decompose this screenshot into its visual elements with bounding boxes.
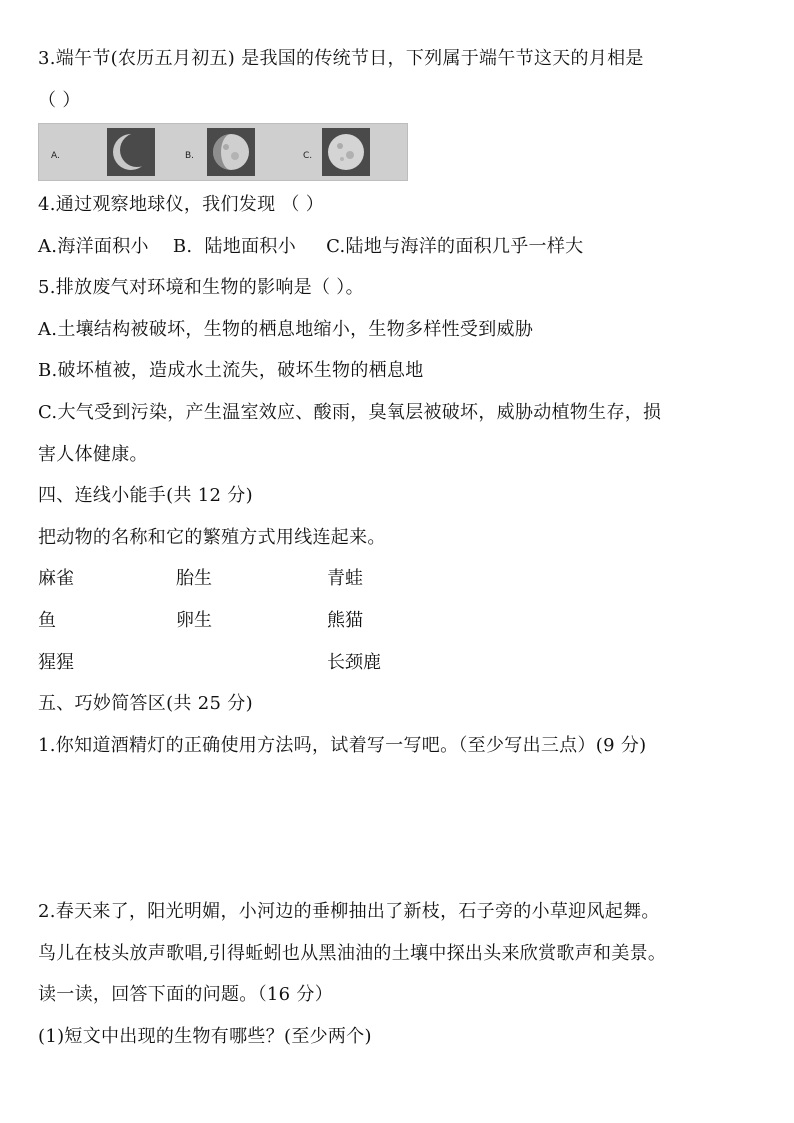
gibbous-moon-icon: [207, 128, 255, 176]
q5-option-c-line2: 害人体健康。: [38, 444, 148, 465]
option-c-label: C.: [303, 151, 313, 161]
full-moon-icon: [322, 128, 370, 176]
match-right-item: 长颈鹿: [327, 652, 381, 673]
match-middle-item: 胎生: [176, 568, 212, 589]
option-a-label: A.: [51, 151, 60, 161]
q5-question: 5.排放废气对环境和生物的影响是（ ）。: [38, 277, 364, 298]
option-b-label: B.: [185, 151, 195, 161]
section5-q2-line1: 2.春天来了，阳光明媚，小河边的垂柳抽出了新枝，石子旁的小草迎风起舞。: [38, 901, 660, 922]
crescent-moon-icon: [107, 128, 155, 176]
match-right-item: 青蛙: [327, 568, 363, 589]
section5-title: 五、巧妙简答区(共 25 分): [38, 693, 253, 714]
section4-title: 四、连线小能手(共 12 分): [38, 485, 253, 506]
moon-phase-options: [38, 123, 408, 181]
section5-q2-line3: 读一读，回答下面的问题。（16 分）: [38, 984, 334, 1005]
match-left-item: 麻雀: [38, 568, 74, 589]
q5-option-c-line1: C.大气受到污染，产生温室效应、酸雨，臭氧层被破坏，威胁动植物生存，损: [38, 402, 662, 423]
match-left-item: 猩猩: [38, 652, 74, 673]
section5-q1: 1.你知道酒精灯的正确使用方法吗，试着写一写吧。（至少写出三点）(9 分): [38, 735, 647, 756]
q3-answer-blank: （ ）: [38, 90, 81, 111]
q4-options: A.海洋面积小 B. 陆地面积小 C.陆地与海洋的面积几乎一样大: [38, 236, 584, 257]
q5-option-a: A.土壤结构被破坏，生物的栖息地缩小，生物多样性受到威胁: [38, 319, 534, 340]
section5-q2-sub1: (1)短文中出现的生物有哪些？(至少两个): [38, 1026, 372, 1047]
q5-option-b: B.破坏植被，造成水土流失，破坏生物的栖息地: [38, 360, 424, 381]
section4-instruction: 把动物的名称和它的繁殖方式用线连起来。: [38, 527, 386, 548]
match-middle-item: 卵生: [176, 610, 212, 631]
q3-question: 3.端午节(农历五月初五) 是我国的传统节日，下列属于端午节这天的月相是: [38, 48, 644, 69]
match-left-item: 鱼: [38, 610, 56, 631]
q4-question: 4.通过观察地球仪，我们发现 （ ）: [38, 194, 325, 215]
section5-q2-line2: 鸟儿在枝头放声歌唱,引得蚯蚓也从黑油油的土壤中探出头来欣赏歌声和美景。: [38, 943, 667, 964]
match-right-item: 熊猫: [327, 610, 363, 631]
